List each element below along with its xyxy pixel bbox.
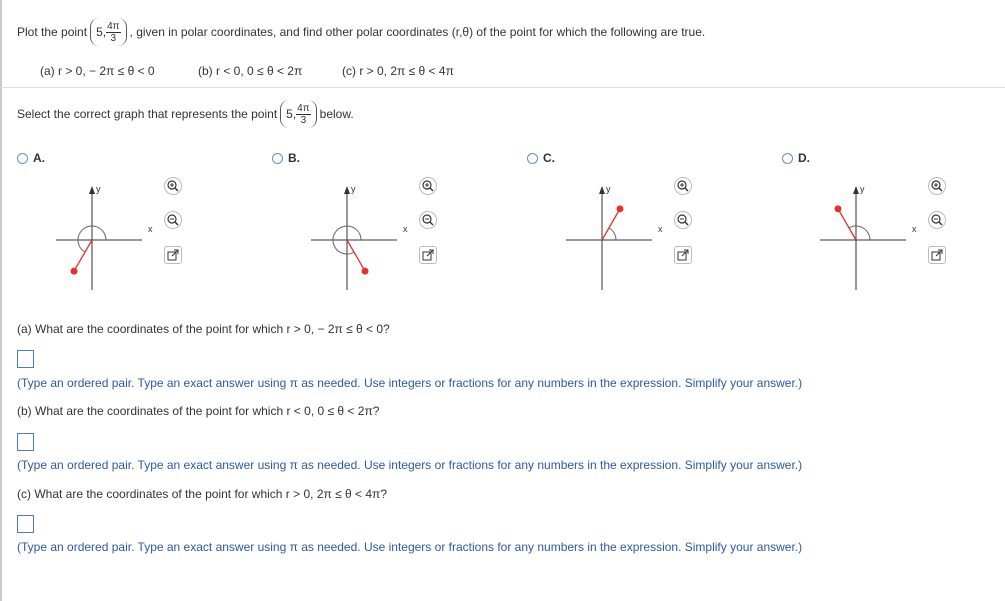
polar-point xyxy=(835,205,842,212)
left-edge-bar xyxy=(0,0,2,601)
y-axis-label: y xyxy=(860,184,865,194)
x-axis-label: x xyxy=(912,224,917,234)
zoom-out-icon[interactable] xyxy=(674,211,692,229)
zoom-in-icon[interactable] xyxy=(419,177,437,195)
x-axis-label: x xyxy=(658,224,663,234)
popout-icon[interactable] xyxy=(419,246,437,264)
polar-graph-a xyxy=(22,180,162,300)
radius-segment xyxy=(602,209,620,240)
answer-input-a[interactable] xyxy=(17,350,34,368)
intro-suffix: , given in polar coordinates, and find other polar coordinates (r,θ) of the point for which the following are true. xyxy=(129,25,706,39)
option-letter: B. xyxy=(288,151,300,165)
answer-input-b[interactable] xyxy=(17,433,34,451)
condition-c: (c) r > 0, 2π ≤ θ < 4π xyxy=(342,64,454,78)
zoom-in-icon[interactable] xyxy=(164,177,182,195)
x-axis-label: x xyxy=(148,224,153,234)
zoom-out-icon[interactable] xyxy=(419,211,437,229)
option-a[interactable] xyxy=(17,151,45,165)
answer-input-c[interactable] xyxy=(17,515,34,533)
radio-button[interactable] xyxy=(272,153,283,164)
question-a: (a) What are the coordinates of the point for which r > 0, − 2π ≤ θ < 0? xyxy=(17,322,390,336)
popout-icon[interactable] xyxy=(164,246,182,264)
radius-segment xyxy=(347,240,365,271)
intro-point-r: 5, xyxy=(96,25,107,39)
radius-segment xyxy=(74,240,92,271)
option-d[interactable] xyxy=(782,151,810,165)
condition-b: (b) r < 0, 0 ≤ θ < 2π xyxy=(198,64,303,78)
angle-arc xyxy=(609,228,616,240)
intro-point xyxy=(90,18,126,46)
option-letter: D. xyxy=(798,151,810,165)
option-letter: A. xyxy=(33,151,45,165)
graph-theta-num: 4π xyxy=(297,102,310,114)
y-axis-arrow-icon xyxy=(344,186,350,194)
y-axis-arrow-icon xyxy=(599,186,605,194)
question-b: (b) What are the coordinates of the point for which r < 0, 0 ≤ θ < 2π? xyxy=(17,404,380,418)
polar-graph-d xyxy=(786,180,926,300)
zoom-in-icon[interactable] xyxy=(928,177,946,195)
radio-button[interactable] xyxy=(17,153,28,164)
polar-point xyxy=(362,268,369,275)
question-c: (c) What are the coordinates of the point for which r > 0, 2π ≤ θ < 4π? xyxy=(17,487,387,501)
option-letter: C. xyxy=(543,151,555,165)
zoom-out-icon[interactable] xyxy=(928,211,946,229)
graph-prompt-prefix: Select the correct graph that represents the point xyxy=(17,107,278,121)
popout-icon[interactable] xyxy=(928,246,946,264)
zoom-out-icon[interactable] xyxy=(164,211,182,229)
intro-theta-den: 3 xyxy=(110,32,117,44)
y-axis-arrow-icon xyxy=(89,186,95,194)
radio-button[interactable] xyxy=(527,153,538,164)
y-axis-label: y xyxy=(351,184,356,194)
condition-a: (a) r > 0, − 2π ≤ θ < 0 xyxy=(40,64,155,78)
option-b[interactable] xyxy=(272,151,300,165)
y-axis-label: y xyxy=(606,184,611,194)
x-axis-label: x xyxy=(403,224,408,234)
intro-line xyxy=(17,18,705,46)
zoom-in-icon[interactable] xyxy=(674,177,692,195)
graph-prompt-point xyxy=(280,100,316,128)
graph-prompt xyxy=(17,100,354,128)
polar-point xyxy=(71,268,78,275)
radio-button[interactable] xyxy=(782,153,793,164)
hint-b: (Type an ordered pair. Type an exact answer using π as needed. Use integers or fractions for any numbers in the expression. Simplify your answer.) xyxy=(17,458,803,472)
polar-point xyxy=(617,205,624,212)
hint-c: (Type an ordered pair. Type an exact answer using π as needed. Use integers or fractions for any numbers in the expression. Simplify your answer.) xyxy=(17,540,803,554)
y-axis-arrow-icon xyxy=(853,186,859,194)
graph-point-r: 5, xyxy=(286,107,297,121)
divider xyxy=(0,87,1005,88)
graph-point-theta xyxy=(296,103,310,126)
graph-prompt-suffix: below. xyxy=(319,107,354,121)
graph-theta-den: 3 xyxy=(300,114,307,126)
polar-graph-c xyxy=(532,180,672,300)
polar-graph-b xyxy=(277,180,417,300)
intro-point-theta xyxy=(106,21,120,44)
hint-a: (Type an ordered pair. Type an exact answer using π as needed. Use integers or fractions for any numbers in the expression. Simplify your answer.) xyxy=(17,376,803,390)
popout-icon[interactable] xyxy=(674,246,692,264)
y-axis-label: y xyxy=(96,184,101,194)
intro-theta-num: 4π xyxy=(107,20,120,32)
option-c[interactable] xyxy=(527,151,555,165)
intro-prefix: Plot the point xyxy=(17,25,88,39)
radius-segment xyxy=(838,209,856,240)
